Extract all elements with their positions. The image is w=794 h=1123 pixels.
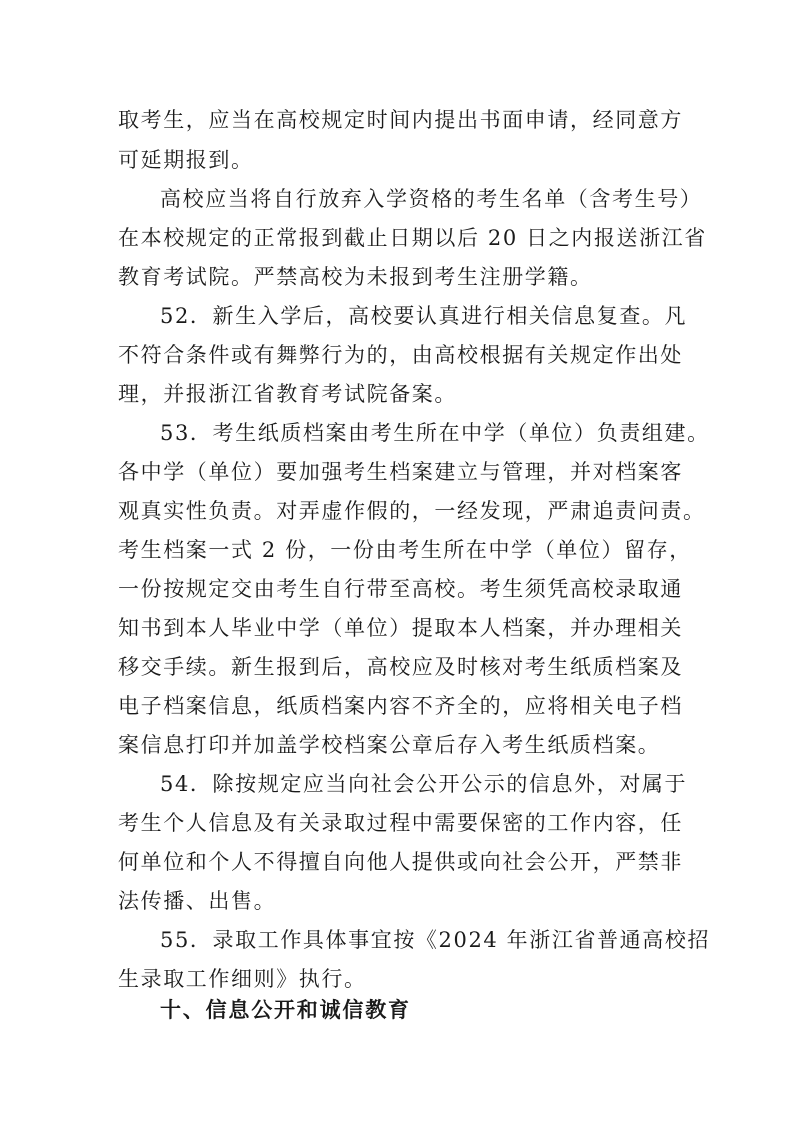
paragraph-line: 不符合条件或有舞弊行为的，由高校根据有关规定作出处 bbox=[118, 343, 683, 367]
paragraph-line: 案信息打印并加盖学校档案公章后存入考生纸质档案。 bbox=[118, 733, 661, 757]
paragraph-line: 法传播、出售。 bbox=[118, 889, 277, 913]
paragraph-line: 观真实性负责。对弄虚作假的，一经发现，严肃追责问责。 bbox=[118, 499, 706, 523]
paragraph-line: 移交手续。新生报到后，高校应及时核对考生纸质档案及 bbox=[118, 655, 683, 679]
paragraph-line: 53．考生纸质档案由考生所在中学（单位）负责组建。 bbox=[160, 421, 710, 445]
paragraph-line: 电子档案信息，纸质档案内容不齐全的，应将相关电子档 bbox=[118, 694, 683, 718]
paragraph-line: 55．录取工作具体事宜按《2024 年浙江省普通高校招 bbox=[160, 928, 711, 952]
paragraph-line: 何单位和个人不得擅自向他人提供或向社会公开，严禁非 bbox=[118, 850, 683, 874]
paragraph-line: 教育考试院。严禁高校为未报到考生注册学籍。 bbox=[118, 265, 593, 289]
paragraph-line: 54．除按规定应当向社会公开公示的信息外，对属于 bbox=[160, 772, 688, 796]
paragraph-line: 取考生，应当在高校规定时间内提出书面申请，经同意方 bbox=[118, 108, 683, 132]
section-heading: 十、信息公开和诚信教育 bbox=[160, 998, 411, 1022]
paragraph-line: 知书到本人毕业中学（单位）提取本人档案，并办理相关 bbox=[118, 616, 683, 640]
paragraph-line: 一份按规定交由考生自行带至高校。考生须凭高校录取通 bbox=[118, 577, 683, 601]
paragraph-line: 高校应当将自行放弃入学资格的考生名单（含考生号） bbox=[160, 187, 703, 211]
paragraph-line: 可延期报到。 bbox=[118, 148, 254, 172]
paragraph-line: 52．新生入学后，高校要认真进行相关信息复查。凡 bbox=[160, 304, 688, 328]
paragraph-line: 生录取工作细则》执行。 bbox=[118, 967, 367, 991]
paragraph-line: 各中学（单位）要加强考生档案建立与管理，并对档案客 bbox=[118, 460, 683, 484]
paragraph-line: 考生档案一式 2 份，一份由考生所在中学（单位）留存， bbox=[118, 538, 692, 562]
paragraph-line: 考生个人信息及有关录取过程中需要保密的工作内容，任 bbox=[118, 811, 683, 835]
paragraph-line: 理，并报浙江省教育考试院备案。 bbox=[118, 382, 457, 406]
paragraph-line: 在本校规定的正常报到截止日期以后 20 日之内报送浙江省 bbox=[118, 226, 707, 250]
